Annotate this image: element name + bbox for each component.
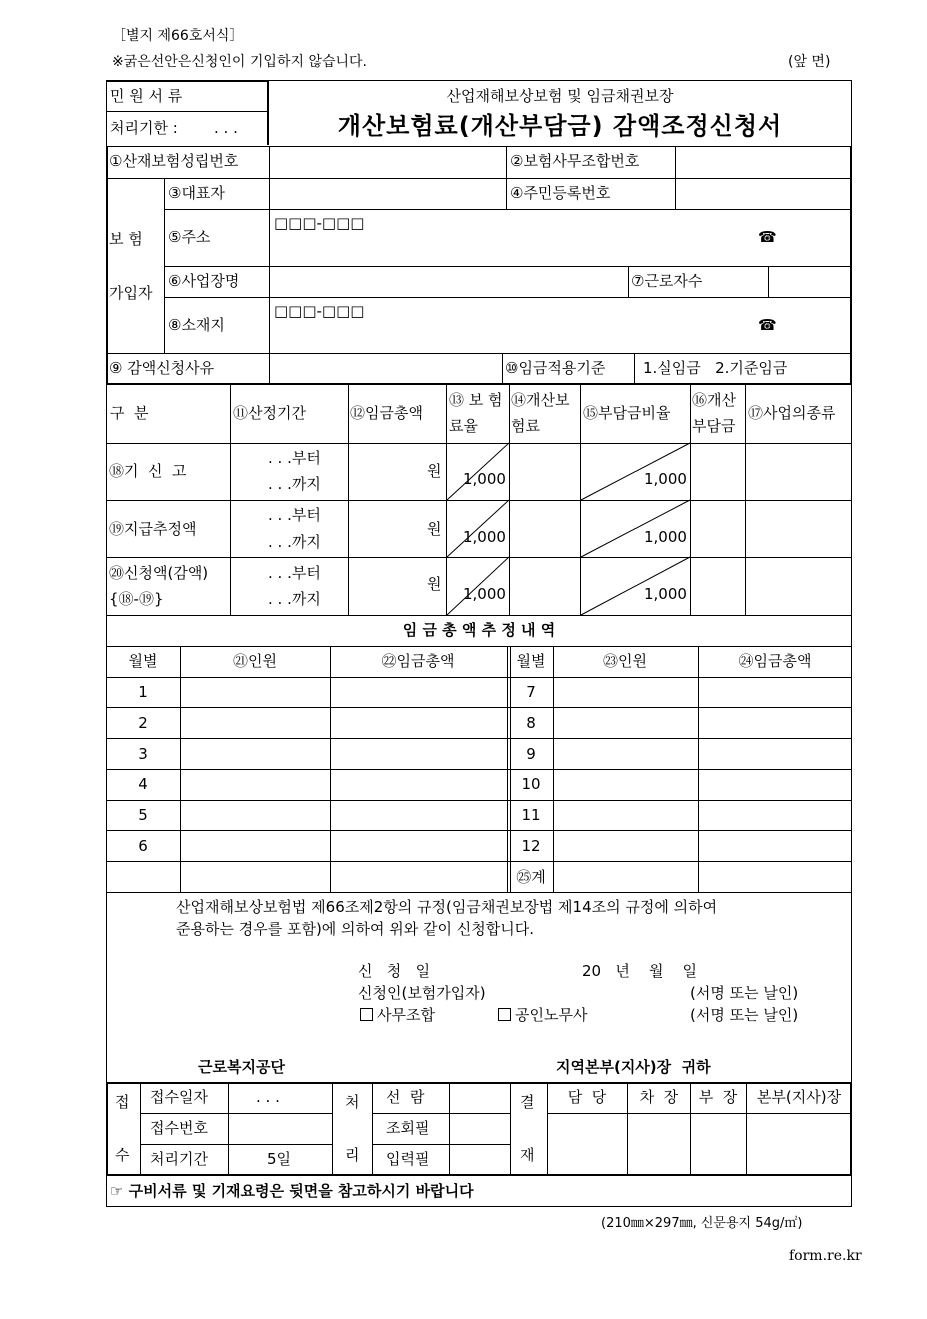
process-inquiry-label: 조회필 bbox=[386, 1119, 430, 1137]
rate-per: 1,000 bbox=[463, 528, 506, 546]
calc-header-premium: ⑭개산보 bbox=[511, 391, 570, 409]
processing-period-label: 처리기간 bbox=[150, 1150, 208, 1168]
approval-gyeol: 결 bbox=[520, 1093, 535, 1111]
calc-header-charge: ⑯개산 bbox=[692, 391, 736, 409]
rate-per: 1,000 bbox=[463, 470, 506, 488]
wage-header-headcount: ㉓인원 bbox=[603, 652, 647, 670]
wage-header-total: ㉔임금총액 bbox=[738, 652, 812, 670]
phone-icon: ☎ bbox=[758, 228, 777, 246]
group-label-insured: 보 험 bbox=[109, 230, 143, 248]
location-zip: □□□-□□□ bbox=[274, 302, 365, 320]
checkbox-icon bbox=[498, 1008, 511, 1021]
approver-staff: 담 당 bbox=[567, 1088, 607, 1106]
agency-name: 근로복지공단 bbox=[198, 1058, 285, 1076]
receipt-su: 수 bbox=[115, 1146, 130, 1164]
month-cell: 9 bbox=[526, 745, 536, 763]
period-to: . . .까지 bbox=[268, 475, 321, 493]
paper-spec: (210㎜×297㎜, 신문용지 54g/㎡) bbox=[601, 1216, 803, 1231]
form-number: ［별지 제66호서식］ bbox=[112, 28, 244, 44]
calc-row-declared-label: ⑱기 신 고 bbox=[109, 462, 187, 480]
wage-section-title: 임 금 총 액 추 정 내 역 bbox=[402, 621, 556, 639]
receipt-date-label: 접수일자 bbox=[150, 1088, 208, 1106]
calc-header-charge-2: 부담금 bbox=[692, 417, 736, 435]
site-url: form.re.kr bbox=[789, 1248, 862, 1264]
approver-head: 본부(지사)장 bbox=[756, 1088, 842, 1106]
process-input-label: 입력필 bbox=[386, 1150, 430, 1168]
month-cell: 2 bbox=[138, 714, 148, 732]
worker-count-label: ⑦근로자수 bbox=[631, 272, 703, 290]
calc-header-charge-ratio: ⑮부담금비율 bbox=[583, 404, 671, 422]
calc-row-requested-formula: {⑱-⑲} bbox=[109, 590, 164, 608]
footer-note: ☞ 구비서류 및 기재요령은 뒷면을 참고하시기 바랍니다 bbox=[110, 1182, 474, 1200]
signature-note: (서명 또는 날인) bbox=[690, 984, 799, 1002]
notice-text: ※굵은선안은신청인이 기입하지 않습니다. bbox=[112, 54, 367, 70]
period-from: . . .부터 bbox=[268, 506, 321, 524]
applicant-label: 신청인(보험가입자) bbox=[358, 984, 486, 1002]
period-to: . . .까지 bbox=[268, 590, 321, 608]
phone-icon: ☎ bbox=[758, 316, 777, 334]
month-cell: 7 bbox=[526, 683, 536, 701]
location-label: ⑧소재지 bbox=[168, 316, 225, 334]
month-cell: 11 bbox=[521, 806, 541, 824]
minwon-label: 민 원 서 류 bbox=[110, 87, 183, 105]
won-unit: 원 bbox=[427, 575, 442, 593]
ratio-per: 1,000 bbox=[644, 585, 687, 603]
checkbox-icon bbox=[360, 1008, 373, 1021]
wage-standard-label: ⑩임금적용기준 bbox=[505, 359, 606, 377]
month-cell: 6 bbox=[138, 837, 148, 855]
wage-header-total: ㉒임금총액 bbox=[381, 652, 455, 670]
group-label-member: 가입자 bbox=[109, 284, 153, 302]
calc-header-rate: ⑬ 보 험 bbox=[449, 391, 503, 409]
deadline-dots: . . . bbox=[214, 119, 238, 137]
period-from: . . .부터 bbox=[268, 564, 321, 582]
form-subtitle: 산업재해보상보험 및 임금채권보장 bbox=[446, 87, 674, 105]
application-date-label: 신 청 일 bbox=[358, 962, 431, 980]
wage-header-month: 월별 bbox=[128, 652, 158, 670]
calc-header-gubun: 구 분 bbox=[110, 404, 149, 422]
resident-number-label: ④주민등록번호 bbox=[510, 184, 611, 202]
approval-jae: 재 bbox=[520, 1146, 535, 1164]
calc-header-rate-2: 료율 bbox=[449, 417, 478, 435]
office-union-number-label: ②보험사무조합번호 bbox=[510, 152, 640, 170]
month-cell: 8 bbox=[526, 714, 536, 732]
month-cell: 3 bbox=[138, 745, 148, 763]
wage-header-headcount: ㉑인원 bbox=[233, 652, 277, 670]
period-from: . . .부터 bbox=[268, 449, 321, 467]
calc-header-business-type: ⑰사업의종류 bbox=[748, 404, 836, 422]
month-cell: 5 bbox=[138, 806, 148, 824]
address-zip: □□□-□□□ bbox=[274, 214, 365, 232]
reduction-reason-label: ⑨ 감액신청사유 bbox=[109, 359, 215, 377]
wage-header-month: 월별 bbox=[516, 652, 546, 670]
address-label: ⑤주소 bbox=[168, 228, 211, 246]
application-form bbox=[106, 80, 852, 1207]
month-cell: 1 bbox=[138, 683, 148, 701]
receipt-date-dots: . . . bbox=[256, 1088, 280, 1106]
approver-deputy: 차 장 bbox=[639, 1088, 679, 1106]
page-side-label: (앞 면) bbox=[788, 54, 831, 70]
approver-manager: 부 장 bbox=[698, 1088, 738, 1106]
receipt-number-label: 접수번호 bbox=[150, 1119, 208, 1137]
office-union-checkbox[interactable] bbox=[360, 1008, 435, 1023]
labor-attorney-checkbox[interactable] bbox=[498, 1008, 587, 1023]
period-to: . . .까지 bbox=[268, 533, 321, 551]
application-date-value: 20 년 월 일 bbox=[582, 962, 698, 980]
form-title: 개산보험료(개산부담금) 감액조정신청서 bbox=[337, 112, 783, 140]
wage-standard-options: 1.실임금 2.기준임금 bbox=[643, 359, 788, 377]
ratio-per: 1,000 bbox=[644, 528, 687, 546]
wage-total-label: ㉕계 bbox=[516, 868, 546, 886]
process-cheo: 처 bbox=[345, 1093, 360, 1111]
rate-per: 1,000 bbox=[463, 585, 506, 603]
month-cell: 4 bbox=[138, 775, 148, 793]
calc-row-requested-label: ⑳신청액(감액) bbox=[109, 564, 209, 582]
calc-header-period: ⑪산정기간 bbox=[233, 404, 306, 422]
office-union-label: 사무조합 bbox=[377, 1006, 435, 1024]
declaration-line-1: 산업재해보상보험법 제66조제2항의 규정(임금채권보장법 제14조의 규정에 의하여 bbox=[176, 898, 718, 916]
receipt-jeop: 접 bbox=[115, 1093, 130, 1111]
representative-label: ③대표자 bbox=[168, 184, 225, 202]
calc-row-estimated-label: ⑲지급추정액 bbox=[109, 520, 197, 538]
declaration-line-2: 준용하는 경우를 포함)에 의하여 위와 같이 신청합니다. bbox=[176, 920, 535, 938]
process-ri: 리 bbox=[345, 1146, 360, 1164]
month-cell: 10 bbox=[521, 775, 541, 793]
deadline-label: 처리기한 : bbox=[110, 119, 178, 137]
insurance-number-label: ①산재보험성립번호 bbox=[109, 152, 239, 170]
processing-period-value: 5일 bbox=[267, 1150, 292, 1168]
won-unit: 원 bbox=[427, 462, 442, 480]
labor-attorney-label: 공인노무사 bbox=[515, 1006, 588, 1024]
calc-header-premium-2: 험료 bbox=[511, 417, 540, 435]
process-review-label: 선 람 bbox=[386, 1088, 425, 1106]
won-unit: 원 bbox=[427, 520, 442, 538]
workplace-name-label: ⑥사업장명 bbox=[168, 272, 240, 290]
recipient-label: 지역본부(지사)장 귀하 bbox=[556, 1058, 711, 1076]
month-cell: 12 bbox=[521, 837, 541, 855]
signature-note: (서명 또는 날인) bbox=[690, 1006, 799, 1024]
calc-header-wage-total: ⑫임금총액 bbox=[350, 404, 423, 422]
ratio-per: 1,000 bbox=[644, 470, 687, 488]
